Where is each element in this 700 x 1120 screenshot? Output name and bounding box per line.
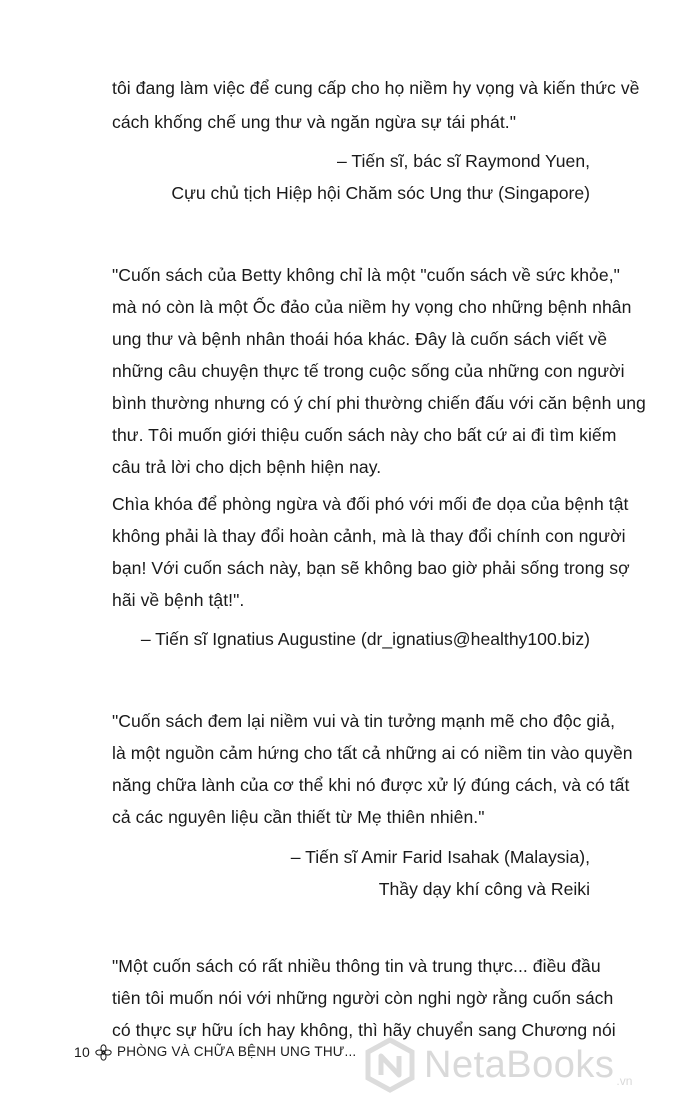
quote-1-line-1: tôi đang làm việc để cung cấp cho họ niềm hy vọng và kiến thức về bbox=[112, 78, 640, 98]
flower-ornament-icon bbox=[95, 1044, 112, 1061]
quote-2-line-3: ung thư và bệnh nhân thoái hóa khác. Đây là cuốn sách viết về bbox=[112, 329, 608, 349]
page-footer bbox=[74, 1043, 356, 1061]
quote-2-line-5: bình thường nhưng có ý chí phi thường chiến đấu với căn bệnh ung bbox=[112, 393, 646, 413]
quote-2-line-8: Chìa khóa để phòng ngừa và đối phó với mối đe dọa của bệnh tật bbox=[112, 494, 629, 514]
quote-3-line-3: năng chữa lành của cơ thể khi nó được xử lý đúng cách, và có tất bbox=[112, 775, 630, 795]
quote-3-line-1: "Cuốn sách đem lại niềm vui và tin tưởng mạnh mẽ cho độc giả, bbox=[112, 711, 616, 731]
quote-1-attribution-name: – Tiến sĩ, bác sĩ Raymond Yuen, bbox=[337, 151, 590, 171]
quote-2-line-4: những câu chuyện thực tế trong cuộc sống của những con người bbox=[112, 361, 625, 381]
quote-3-attribution-name: – Tiến sĩ Amir Farid Isahak (Malaysia), bbox=[290, 847, 590, 867]
watermark-suffix: .vn bbox=[616, 1074, 633, 1088]
quote-4-line-3: có thực sự hữu ích hay không, thì hãy chuyển sang Chương nói bbox=[112, 1020, 616, 1040]
page-number: 10 bbox=[74, 1044, 90, 1060]
quote-1-attribution-title: Cựu chủ tịch Hiệp hội Chăm sóc Ung thư (Singapore) bbox=[171, 183, 590, 203]
quote-1-line-2: cách khống chế ung thư và ngăn ngừa sự tái phát." bbox=[112, 112, 516, 132]
running-title: PHÒNG VÀ CHỮA BỆNH UNG THƯ... bbox=[116, 1044, 357, 1059]
quote-3-attribution-title: Thầy dạy khí công và Reiki bbox=[378, 879, 590, 899]
quote-2-line-10: bạn! Với cuốn sách này, bạn sẽ không bao giờ phải sống trong sợ bbox=[112, 558, 630, 578]
quote-4-line-2: tiên tôi muốn nói với những người còn nghi ngờ rằng cuốn sách bbox=[112, 988, 614, 1008]
netabooks-logo-icon bbox=[364, 1037, 416, 1093]
watermark-brand: NetaBooks bbox=[424, 1044, 615, 1086]
quote-3-line-4: cả các nguyên liệu cần thiết từ Mẹ thiên nhiên." bbox=[112, 807, 485, 827]
quote-2-line-11: hãi về bệnh tật!". bbox=[112, 590, 245, 610]
netabooks-watermark bbox=[364, 1030, 694, 1100]
quote-2-line-6: thư. Tôi muốn giới thiệu cuốn sách này cho bất cứ ai đi tìm kiếm bbox=[112, 425, 617, 445]
quote-2-line-7: câu trả lời cho dịch bệnh hiện nay. bbox=[112, 457, 382, 477]
quote-2-line-2: mà nó còn là một Ốc đảo của niềm hy vọng cho những bệnh nhân bbox=[112, 297, 632, 317]
quote-3-line-2: là một nguồn cảm hứng cho tất cả những ai có niềm tin vào quyền bbox=[112, 743, 633, 763]
quote-4-line-1: "Một cuốn sách có rất nhiều thông tin và trung thực... điều đầu bbox=[112, 956, 601, 976]
quote-2-line-1: "Cuốn sách của Betty không chỉ là một "cuốn sách về sức khỏe," bbox=[112, 265, 620, 285]
quote-2-line-9: không phải là thay đổi hoàn cảnh, mà là thay đổi chính con người bbox=[112, 526, 626, 546]
quote-2-attribution: – Tiến sĩ Ignatius Augustine (dr_ignatius@healthy100.biz) bbox=[140, 629, 590, 649]
